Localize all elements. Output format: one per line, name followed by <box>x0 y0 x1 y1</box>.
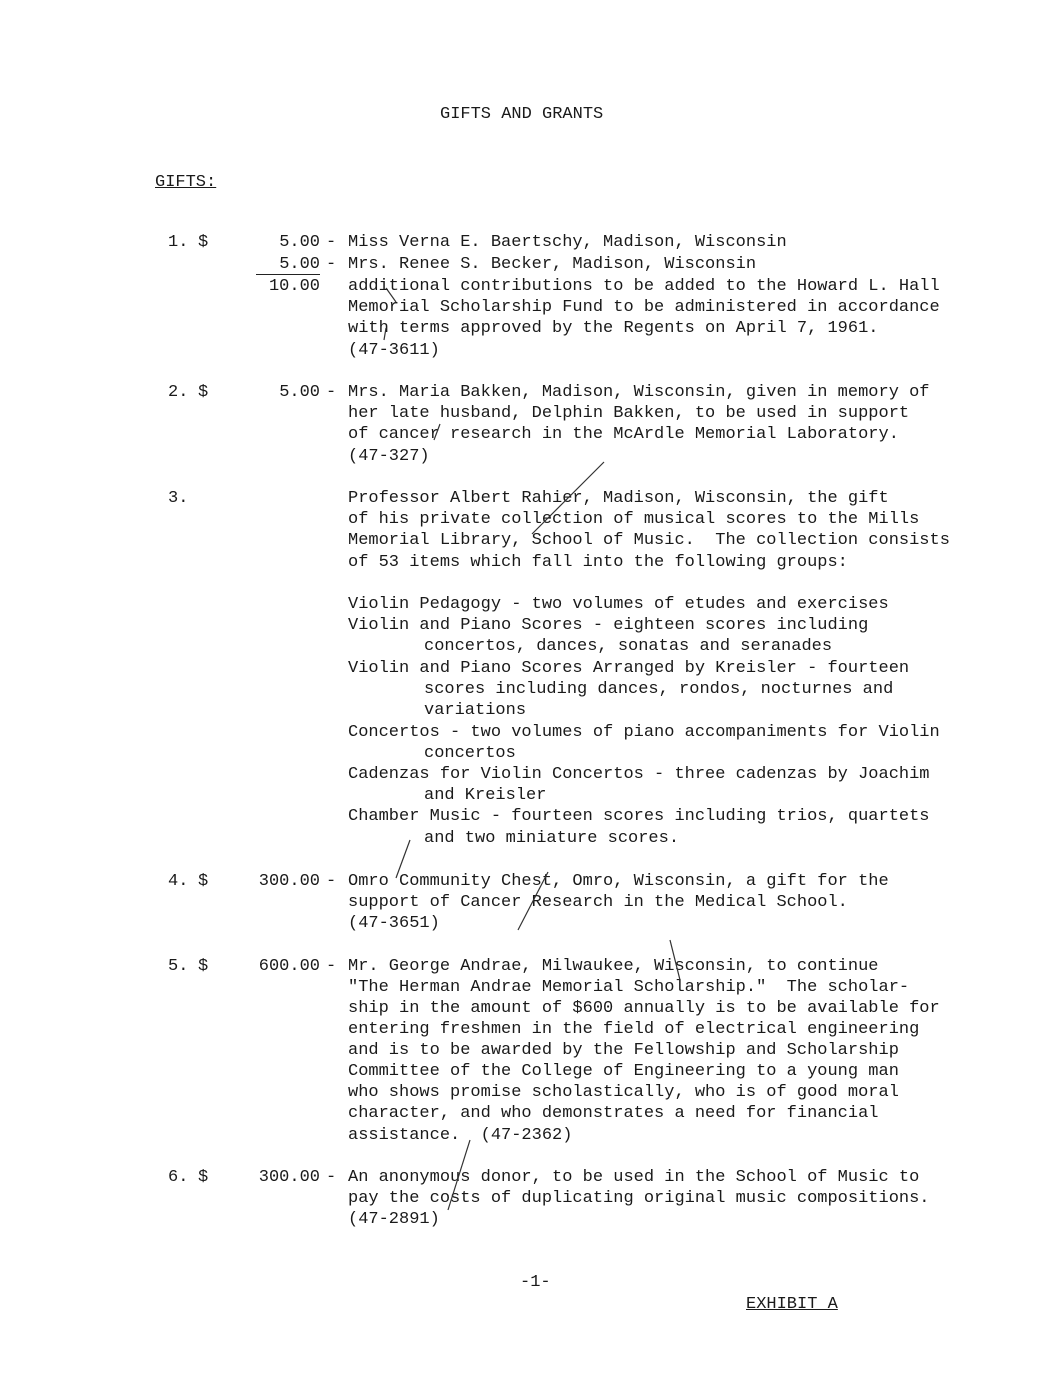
item-line: with terms approved by the Regents on April 7, 1961. <box>348 319 879 338</box>
group-line: concertos <box>424 744 516 763</box>
group-line: Violin and Piano Scores Arranged by Kreisler - fourteen <box>348 659 910 678</box>
item-number: 5. <box>168 957 189 976</box>
item-line: (47-3651) <box>348 914 440 933</box>
item-line: (47-3611) <box>348 341 440 360</box>
item-line: Mr. George Andrae, Milwaukee, Wisconsin, to continue <box>348 957 879 976</box>
item-line: Committee of the College of Engineering to a young man <box>348 1062 899 1081</box>
group-line: Violin Pedagogy - two volumes of etudes and exercises <box>348 595 889 614</box>
item-line: "The Herman Andrae Memorial Scholarship." The scholar- <box>348 978 910 997</box>
exhibit-label: EXHIBIT A <box>746 1295 838 1314</box>
item-line: support of Cancer Research in the Medical School. <box>348 893 848 912</box>
dash: - <box>326 1168 337 1187</box>
item-number: 2. <box>168 383 189 402</box>
dollar-sign: $ <box>198 1168 209 1187</box>
amount: 5.00 <box>279 233 320 252</box>
dash: - <box>326 233 337 252</box>
item-line: of 53 items which fall into the following groups: <box>348 553 848 572</box>
item-line: of cancer research in the McArdle Memorial Laboratory. <box>348 425 899 444</box>
group-line: and two miniature scores. <box>424 829 680 848</box>
dollar-sign: $ <box>198 957 209 976</box>
dash: - <box>326 383 337 402</box>
item-line: Omro Community Chest, Omro, Wisconsin, a gift for the <box>348 872 889 891</box>
page-title: GIFTS AND GRANTS <box>440 105 604 124</box>
item-line: pay the costs of duplicating original music compositions. <box>348 1189 930 1208</box>
dash: - <box>326 957 337 976</box>
item-line: who shows promise scholastically, who is of good moral <box>348 1083 899 1102</box>
item-number: 1. <box>168 233 189 252</box>
item-line: and is to be awarded by the Fellowship and Scholarship <box>348 1041 899 1060</box>
item-line: her late husband, Delphin Bakken, to be used in support <box>348 404 910 423</box>
item-number: 6. <box>168 1168 189 1187</box>
amount: 5.00 <box>279 383 320 402</box>
amount: 5.00 <box>256 254 320 275</box>
item-line: character, and who demonstrates a need for financial <box>348 1104 879 1123</box>
item-line: An anonymous donor, to be used in the School of Music to <box>348 1168 920 1187</box>
item-line: (47-327) <box>348 447 430 466</box>
amount: 300.00 <box>258 872 320 891</box>
item-line: entering freshmen in the field of electrical engineering <box>348 1020 920 1039</box>
group-line: and Kreisler <box>424 786 547 805</box>
item-line: Professor Albert Rahier, Madison, Wisconsin, the gift <box>348 489 889 508</box>
dash: - <box>326 872 337 891</box>
item-line: Mrs. Renee S. Becker, Madison, Wisconsin <box>348 255 757 274</box>
dollar-sign: $ <box>198 233 209 252</box>
group-line: Chamber Music - fourteen scores including trios, quartets <box>348 807 930 826</box>
item-line: Memorial Library, School of Music. The collection consists <box>348 531 950 550</box>
section-heading-gifts: GIFTS: <box>155 173 217 192</box>
item-line: additional contributions to be added to the Howard L. Hall <box>348 277 940 296</box>
group-line: Cadenzas for Violin Concertos - three cadenzas by Joachim <box>348 765 930 784</box>
dollar-sign: $ <box>198 872 209 891</box>
item-line: (47-2891) <box>348 1210 440 1229</box>
dash: - <box>326 255 337 274</box>
item-number: 4. <box>168 872 189 891</box>
amount: 300.00 <box>258 1168 320 1187</box>
group-line: scores including dances, rondos, nocturnes and <box>424 680 894 699</box>
item-line: Memorial Scholarship Fund to be administered in accordance <box>348 298 940 317</box>
group-line: concertos, dances, sonatas and seranades <box>424 637 833 656</box>
item-line: Miss Verna E. Baertschy, Madison, Wisconsin <box>348 233 787 252</box>
item-line: ship in the amount of $600 annually is to be available for <box>348 999 940 1018</box>
amount-total: 10.00 <box>268 277 320 296</box>
item-line: Mrs. Maria Bakken, Madison, Wisconsin, given in memory of <box>348 383 930 402</box>
amount: 600.00 <box>258 957 320 976</box>
item-line: of his private collection of musical scores to the Mills <box>348 510 920 529</box>
item-number: 3. <box>168 489 189 508</box>
item-line: assistance. (47-2362) <box>348 1126 573 1145</box>
group-line: Violin and Piano Scores - eighteen scores including <box>348 616 869 635</box>
page-number: -1- <box>520 1273 551 1292</box>
group-line: Concertos - two volumes of piano accompaniments for Violin <box>348 723 940 742</box>
group-line: variations <box>424 701 527 720</box>
dollar-sign: $ <box>198 383 209 402</box>
